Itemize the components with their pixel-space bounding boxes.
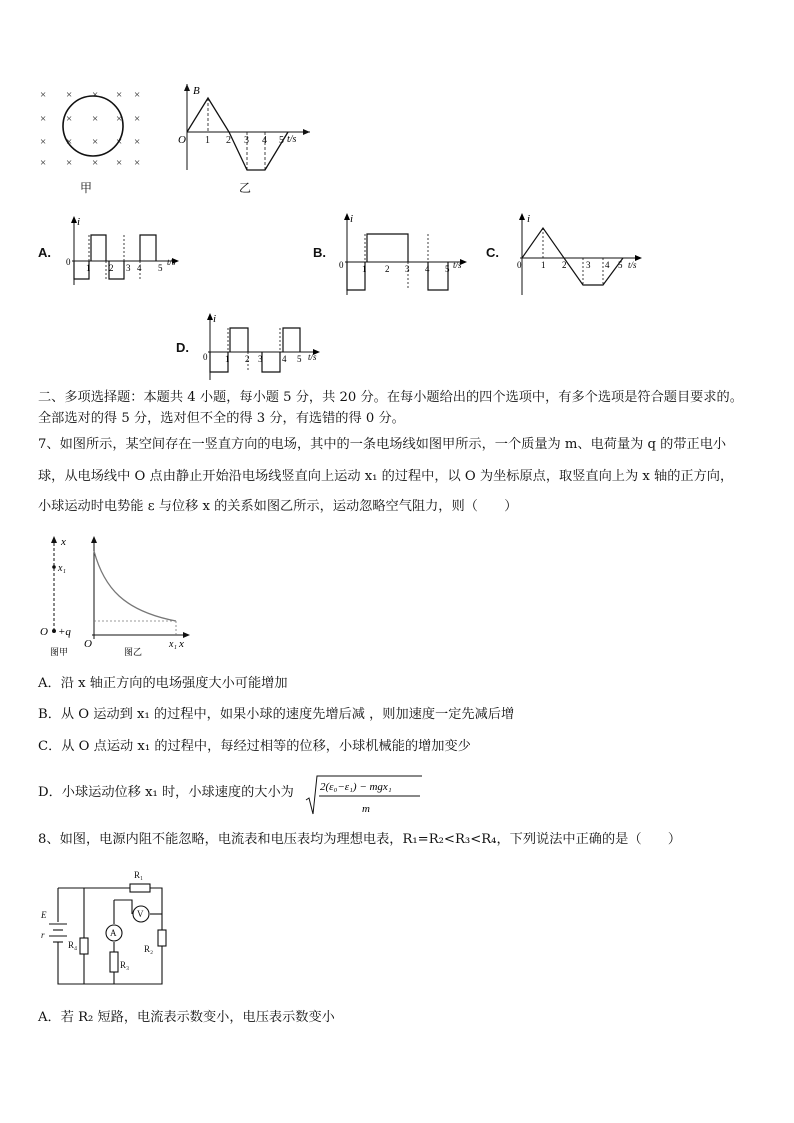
- tick-5: 5: [445, 264, 450, 274]
- svg-text:×: ×: [40, 113, 47, 125]
- internal-resistance-label: r: [41, 930, 45, 940]
- svg-text:×: ×: [40, 89, 47, 101]
- tick-4: 4: [282, 354, 287, 364]
- t-axis-label: t/s: [308, 352, 317, 362]
- tick-2: 2: [385, 264, 390, 274]
- svg-text:×: ×: [40, 157, 47, 169]
- origin-label: 0: [66, 257, 71, 267]
- origin-label: 0: [339, 260, 344, 270]
- svg-text:×: ×: [134, 113, 141, 125]
- q7-option-d-formula: [304, 772, 424, 818]
- tick-3: 3: [405, 264, 410, 274]
- option-d-graph[interactable]: [198, 310, 328, 385]
- svg-text:×: ×: [134, 157, 141, 169]
- q7-option-d[interactable]: [38, 783, 294, 803]
- field-crosses: [40, 89, 140, 169]
- q7-stem-line1: 7、如图所示，某空间存在一竖直方向的电场，其中的一条电场线如图甲所示，一个质量为 m、电荷量为 q 的带正电小: [38, 437, 727, 452]
- section-2-instructions-line1: 二、多项选择题：本题共 4 小题，每小题 5 分，共 20 分。在每小题给出的四个选项中，有多个选项是符合题目要求的。: [38, 390, 743, 405]
- tick-2: 2: [226, 135, 231, 146]
- option-b-graph[interactable]: [335, 210, 470, 300]
- jia-x1-label: x₁: [58, 563, 66, 574]
- tick-3: 3: [244, 135, 249, 146]
- tick-1: 1: [362, 264, 367, 274]
- option-a-label[interactable]: A.: [38, 245, 51, 260]
- r1-label: R₁: [134, 870, 144, 880]
- jia-x-label: x: [61, 536, 66, 548]
- svg-text:×: ×: [116, 89, 123, 101]
- tick-4: 4: [262, 135, 267, 146]
- tick-1: 1: [225, 354, 230, 364]
- tick-5: 5: [279, 135, 284, 146]
- q8-stem: 8、如图，电源内阻不能忽略，电流表和电压表均为理想电表，R₁=R₂<R₃<R₄，下列说法中正确的是（ ）: [38, 832, 682, 847]
- q7-option-a[interactable]: A．沿 x 轴正方向的电场强度大小可能增加: [38, 676, 288, 691]
- svg-text:×: ×: [92, 89, 99, 101]
- axis-t-label: t/s: [287, 134, 297, 145]
- svg-text:×: ×: [134, 89, 141, 101]
- svg-text:×: ×: [92, 136, 99, 148]
- i-axis-label: i: [350, 213, 354, 225]
- r2-label: R₂: [144, 944, 154, 954]
- q7-figure: [38, 533, 198, 661]
- tick-5: 5: [297, 354, 302, 364]
- svg-text:×: ×: [66, 113, 73, 125]
- q7-stem-line2: 球，从电场线中 O 点由静止开始沿电场线竖直向上运动 x₁ 的过程中，以 O 为坐标原点，取竖直向上为 x 轴的正方向，: [38, 469, 734, 484]
- jia-origin-label: O: [40, 626, 48, 638]
- svg-text:×: ×: [134, 136, 141, 148]
- svg-text:×: ×: [66, 136, 73, 148]
- option-b-label[interactable]: B.: [313, 245, 326, 260]
- figure-jia-magnetic-field: [30, 82, 150, 197]
- q7-option-c[interactable]: C．从 O 点运动 x₁ 的过程中，每经过相等的位移，小球机械能的增加变少: [38, 739, 471, 754]
- r4-label: R₄: [68, 940, 78, 950]
- charge-dot: [52, 629, 56, 633]
- svg-text:×: ×: [116, 157, 123, 169]
- section-2-instructions-line2: 全部选对的得 5 分，选对但不全的得 3 分，有选错的得 0 分。: [38, 411, 405, 426]
- svg-text:×: ×: [66, 89, 73, 101]
- potential-energy-curve: [94, 551, 176, 621]
- t-axis-label: t/s: [628, 260, 637, 270]
- tick-2: 2: [562, 260, 567, 270]
- svg-text:×: ×: [92, 157, 99, 169]
- tick-3: 3: [586, 260, 591, 270]
- formula-numerator: 2(ε₀−ε₁) − mgx₁: [320, 781, 392, 793]
- svg-text:×: ×: [66, 157, 73, 169]
- yi-origin-label: O: [84, 638, 92, 650]
- tick-4: 4: [605, 260, 610, 270]
- axis-b-label: B: [193, 85, 200, 97]
- i-axis-label: i: [77, 216, 81, 228]
- tick-2: 2: [245, 354, 250, 364]
- tick-5: 5: [618, 260, 623, 270]
- svg-text:×: ×: [40, 136, 47, 148]
- x1-point: [52, 565, 56, 569]
- tick-4: 4: [425, 264, 430, 274]
- tick-3: 3: [258, 354, 263, 364]
- dashed-guides: [208, 98, 265, 170]
- origin-label: O: [178, 134, 186, 146]
- tick-2: 2: [109, 263, 114, 273]
- option-c-graph[interactable]: [510, 210, 650, 300]
- b-t-curve: [187, 98, 288, 170]
- figure-yi-b-t-graph: [175, 80, 325, 200]
- label-jia: 甲: [80, 181, 93, 195]
- voltmeter-label: V: [137, 909, 144, 919]
- q7-option-d-text: D．小球运动位移 x₁ 时，小球速度的大小为: [38, 785, 294, 800]
- tick-1: 1: [541, 260, 546, 270]
- origin-label: 0: [517, 260, 522, 270]
- t-axis-label: t/s: [453, 260, 462, 270]
- tick-5: 5: [158, 263, 163, 273]
- tick-4: 4: [137, 263, 142, 273]
- i-axis-label: i: [213, 313, 217, 325]
- svg-text:×: ×: [116, 113, 123, 125]
- tick-1: 1: [86, 263, 91, 273]
- yi-caption: 图乙: [124, 647, 143, 657]
- svg-text:×: ×: [116, 136, 123, 148]
- r3-label: R₃: [120, 960, 130, 970]
- i-axis-label: i: [527, 213, 531, 225]
- jia-charge-label: +q: [58, 626, 71, 638]
- label-yi: 乙: [239, 181, 252, 195]
- emf-label: E: [41, 910, 47, 920]
- t-axis-label: t/s: [167, 257, 176, 267]
- tick-1: 1: [205, 135, 210, 146]
- yi-x-label: x: [179, 638, 184, 650]
- option-a-graph[interactable]: [62, 213, 187, 288]
- jia-caption: 图甲: [50, 647, 69, 657]
- tick-3: 3: [126, 263, 131, 273]
- q8-circuit-diagram: [38, 862, 178, 990]
- option-d-label[interactable]: D.: [176, 340, 189, 355]
- origin-label: 0: [203, 352, 208, 362]
- option-c-label[interactable]: C.: [486, 245, 499, 260]
- q8-option-a[interactable]: A．若 R₂ 短路，电流表示数变小，电压表示数变小: [38, 1010, 335, 1025]
- svg-text:×: ×: [92, 113, 99, 125]
- ammeter-label: A: [110, 928, 117, 938]
- q7-stem-line3: 小球运动时电势能 ε 与位移 x 的关系如图乙所示，运动忽略空气阻力，则（ ）: [38, 499, 518, 514]
- formula-denominator: m: [362, 803, 370, 815]
- yi-x1-label: x₁: [169, 639, 177, 650]
- q7-option-b[interactable]: B．从 O 运动到 x₁ 的过程中，如果小球的速度先增后减 ，则加速度一定先减后增: [38, 707, 515, 722]
